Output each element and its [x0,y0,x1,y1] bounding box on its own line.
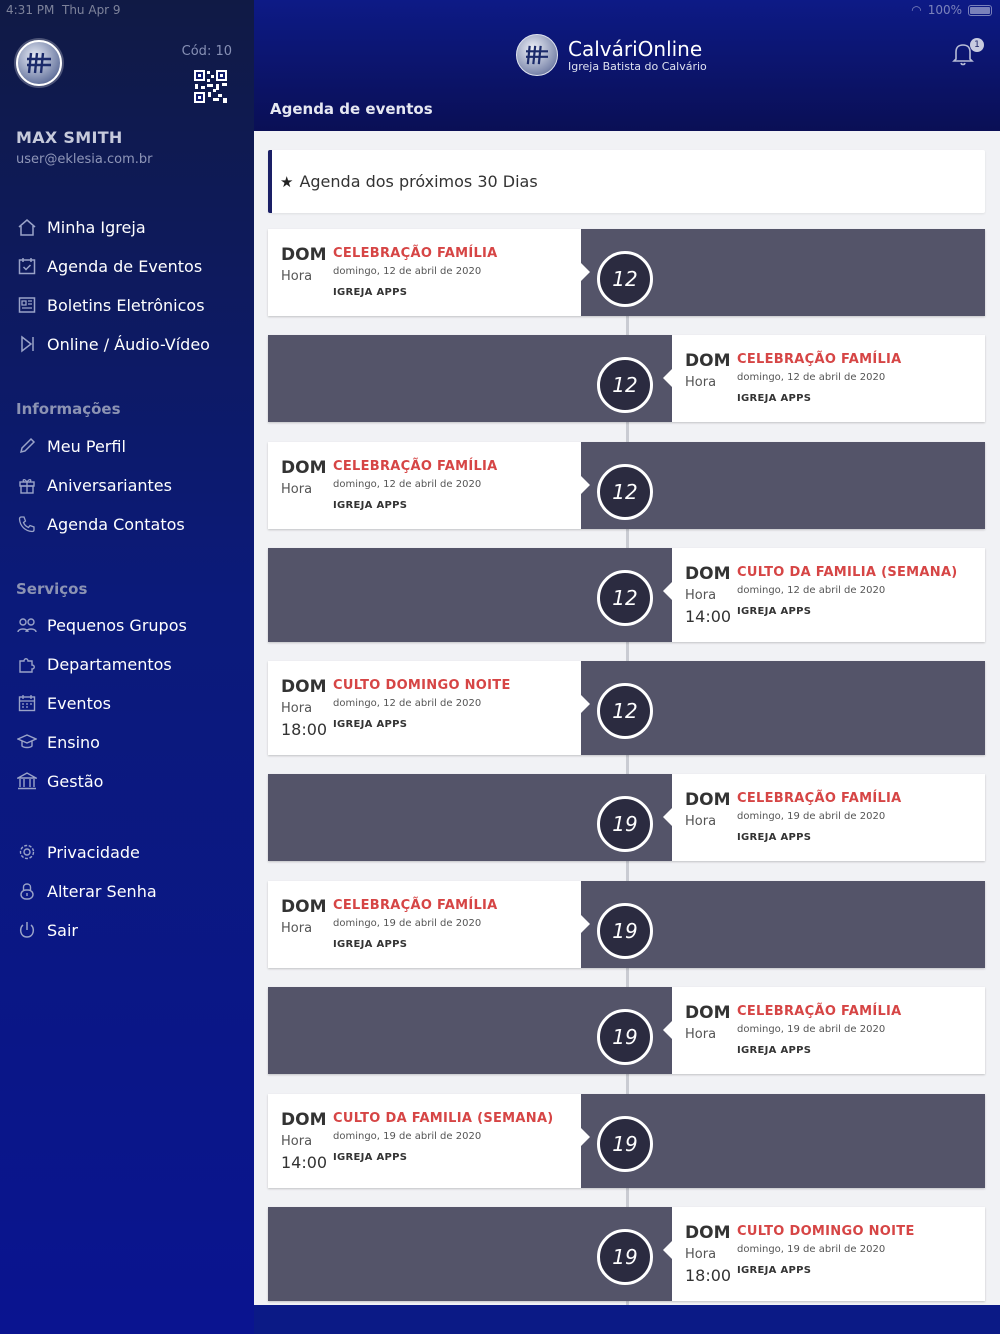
section-informacoes: Informações [16,400,121,418]
event-day-badge: 12 [597,683,653,739]
status-right [911,3,992,17]
graduation-cap-icon [16,731,38,753]
event-title: CELEBRAÇÃO FAMÍLIA [333,246,498,261]
lock-icon [16,880,38,902]
event-day-badge: 19 [597,796,653,852]
event-date: domingo, 12 de abril de 2020 [333,698,482,709]
puzzle-icon [16,653,38,675]
event-weekday: DOM [281,1110,327,1130]
event-row[interactable] [268,229,985,316]
wifi-icon: ◠ [911,3,922,17]
event-hour: 18:00 [281,720,328,739]
calendar-check-icon [16,255,38,277]
event-card[interactable] [672,774,985,861]
event-card[interactable] [268,442,581,529]
event-organization: IGREJA APPS [333,500,408,511]
sidebar-item-label: Alterar Senha [47,881,157,901]
event-weekday: DOM [281,458,327,478]
event-hour-label: Hora [685,814,717,829]
play-icon [16,333,38,355]
event-organization: IGREJA APPS [737,832,812,843]
event-hour-label: Hora [685,588,717,603]
sidebar-item-gestao[interactable] [16,766,246,796]
sidebar [0,0,254,1334]
sidebar-item-agenda-eventos[interactable] [16,251,246,281]
event-hour: 18:00 [685,1266,732,1285]
event-row[interactable] [268,1207,985,1301]
event-organization: IGREJA APPS [333,719,408,730]
event-organization: IGREJA APPS [737,393,812,404]
event-hour-label: Hora [685,1027,717,1042]
event-day-badge: 12 [597,357,653,413]
sidebar-item-agenda-contatos[interactable] [16,509,246,539]
event-date: domingo, 19 de abril de 2020 [333,1131,482,1142]
event-title: CELEBRAÇÃO FAMÍLIA [737,791,902,806]
event-date: domingo, 12 de abril de 2020 [333,479,482,490]
sidebar-item-privacidade[interactable] [16,837,246,867]
event-weekday: DOM [685,564,731,584]
sidebar-item-label: Pequenos Grupos [47,615,187,635]
event-card[interactable] [268,881,581,968]
event-day-badge: 19 [597,1116,653,1172]
event-day-badge: 19 [597,1229,653,1285]
page-title: Agenda de eventos [270,100,433,118]
event-weekday: DOM [281,245,327,265]
filter-card[interactable] [268,150,985,213]
brand-subtitle: Igreja Batista do Calvário [568,59,707,73]
status-bar [0,0,1000,20]
sidebar-item-sair[interactable] [16,915,246,945]
event-title: CULTO DA FAMILIA (SEMANA) [333,1111,554,1126]
sidebar-item-label: Eventos [47,693,111,713]
sidebar-item-departamentos[interactable] [16,649,246,679]
sidebar-item-alterar-senha[interactable] [16,876,246,906]
event-weekday: DOM [685,790,731,810]
event-title: CELEBRAÇÃO FAMÍLIA [737,1004,902,1019]
sidebar-item-label: Agenda de Eventos [47,256,203,276]
event-hour-label: Hora [281,269,313,284]
gift-icon [16,474,38,496]
sidebar-item-meu-perfil[interactable] [16,431,246,461]
event-row[interactable] [268,661,985,755]
sidebar-item-label: Agenda Contatos [47,514,185,534]
sidebar-item-label: Ensino [47,732,100,752]
sidebar-item-pequenos-grupos[interactable] [16,610,246,640]
event-organization: IGREJA APPS [333,287,408,298]
sidebar-item-minha-igreja[interactable] [16,212,246,242]
event-hour-label: Hora [281,701,313,716]
bottom-bar [254,1305,1000,1334]
event-date: domingo, 19 de abril de 2020 [737,811,886,822]
event-hour: 14:00 [685,607,732,626]
event-day-badge: 12 [597,251,653,307]
event-date: domingo, 19 de abril de 2020 [737,1244,886,1255]
event-day-badge: 19 [597,903,653,959]
gear-icon [16,841,38,863]
event-weekday: DOM [281,897,327,917]
status-time: 4:31 PM Thu Apr 9 [6,3,121,17]
event-weekday: DOM [685,351,731,371]
event-date: domingo, 12 de abril de 2020 [737,372,886,383]
newspaper-icon [16,294,38,316]
event-weekday: DOM [281,677,327,697]
event-hour-label: Hora [281,1134,313,1149]
event-card[interactable] [268,661,581,755]
event-organization: IGREJA APPS [333,1152,408,1163]
event-title: CELEBRAÇÃO FAMÍLIA [737,352,902,367]
sidebar-item-eventos[interactable] [16,688,246,718]
event-card[interactable] [672,1207,985,1301]
event-date: domingo, 12 de abril de 2020 [737,585,886,596]
event-day-badge: 12 [597,464,653,520]
event-row[interactable] [268,1094,985,1188]
event-title: CULTO DOMINGO NOITE [737,1224,915,1239]
sidebar-item-ensino[interactable] [16,727,246,757]
avatar[interactable] [16,40,62,86]
brand [516,34,707,76]
sidebar-item-label: Minha Igreja [47,217,146,237]
church-logo-icon [25,51,53,75]
event-hour-label: Hora [281,482,313,497]
member-code: Cód: 10 [181,44,232,59]
home-icon [16,216,38,238]
user-name: MAX SMITH [16,128,123,147]
event-title: CULTO DA FAMILIA (SEMANA) [737,565,958,580]
event-row[interactable] [268,548,985,642]
qr-code-icon[interactable] [194,70,227,103]
event-date: domingo, 19 de abril de 2020 [737,1024,886,1035]
star-icon: ★ [280,172,294,191]
sidebar-item-label: Boletins Eletrônicos [47,295,205,315]
user-email: user@eklesia.com.br [16,152,153,167]
users-icon [16,614,38,636]
event-hour-label: Hora [685,1247,717,1262]
sidebar-item-label: Gestão [47,771,104,791]
event-day-badge: 19 [597,1009,653,1065]
event-title: CULTO DOMINGO NOITE [333,678,511,693]
event-organization: IGREJA APPS [737,1265,812,1276]
sidebar-item-aniversariantes[interactable] [16,470,246,500]
event-card[interactable] [672,335,985,422]
event-organization: IGREJA APPS [737,606,812,617]
event-row[interactable] [268,442,985,529]
section-servicos: Serviços [16,580,88,598]
event-card[interactable] [268,229,581,316]
event-card[interactable] [672,987,985,1074]
event-row[interactable] [268,774,985,861]
sidebar-item-label: Departamentos [47,654,172,674]
calendar-icon [16,692,38,714]
sidebar-item-label: Meu Perfil [47,436,126,456]
event-hour-label: Hora [281,921,313,936]
filter-label: Agenda dos próximos 30 Dias [299,172,538,191]
power-icon [16,919,38,941]
events-content [254,131,1000,1305]
sidebar-item-label: Online / Áudio-Vídeo [47,334,210,354]
event-date: domingo, 19 de abril de 2020 [333,918,482,929]
event-card[interactable] [268,1094,581,1188]
brand-logo-icon [516,34,558,76]
battery-icon [968,5,992,16]
bank-icon [16,770,38,792]
pencil-icon [16,435,38,457]
notification-badge: 1 [970,38,984,52]
event-date: domingo, 12 de abril de 2020 [333,266,482,277]
sidebar-item-label: Aniversariantes [47,475,172,495]
event-card[interactable] [672,548,985,642]
event-title: CELEBRAÇÃO FAMÍLIA [333,459,498,474]
brand-name: CalváriOnline [568,36,703,61]
event-weekday: DOM [685,1003,731,1023]
event-row[interactable] [268,335,985,422]
sidebar-item-boletins[interactable] [16,290,246,320]
event-organization: IGREJA APPS [333,939,408,950]
sidebar-item-label: Sair [47,920,78,940]
event-row[interactable] [268,987,985,1074]
event-title: CELEBRAÇÃO FAMÍLIA [333,898,498,913]
sidebar-item-label: Privacidade [47,842,140,862]
battery-percent: 100% [927,3,962,17]
event-organization: IGREJA APPS [737,1045,812,1056]
sidebar-item-online[interactable] [16,329,246,359]
event-row[interactable] [268,881,985,968]
phone-icon [16,513,38,535]
event-weekday: DOM [685,1223,731,1243]
event-hour-label: Hora [685,375,717,390]
event-day-badge: 12 [597,570,653,626]
event-hour: 14:00 [281,1153,328,1172]
